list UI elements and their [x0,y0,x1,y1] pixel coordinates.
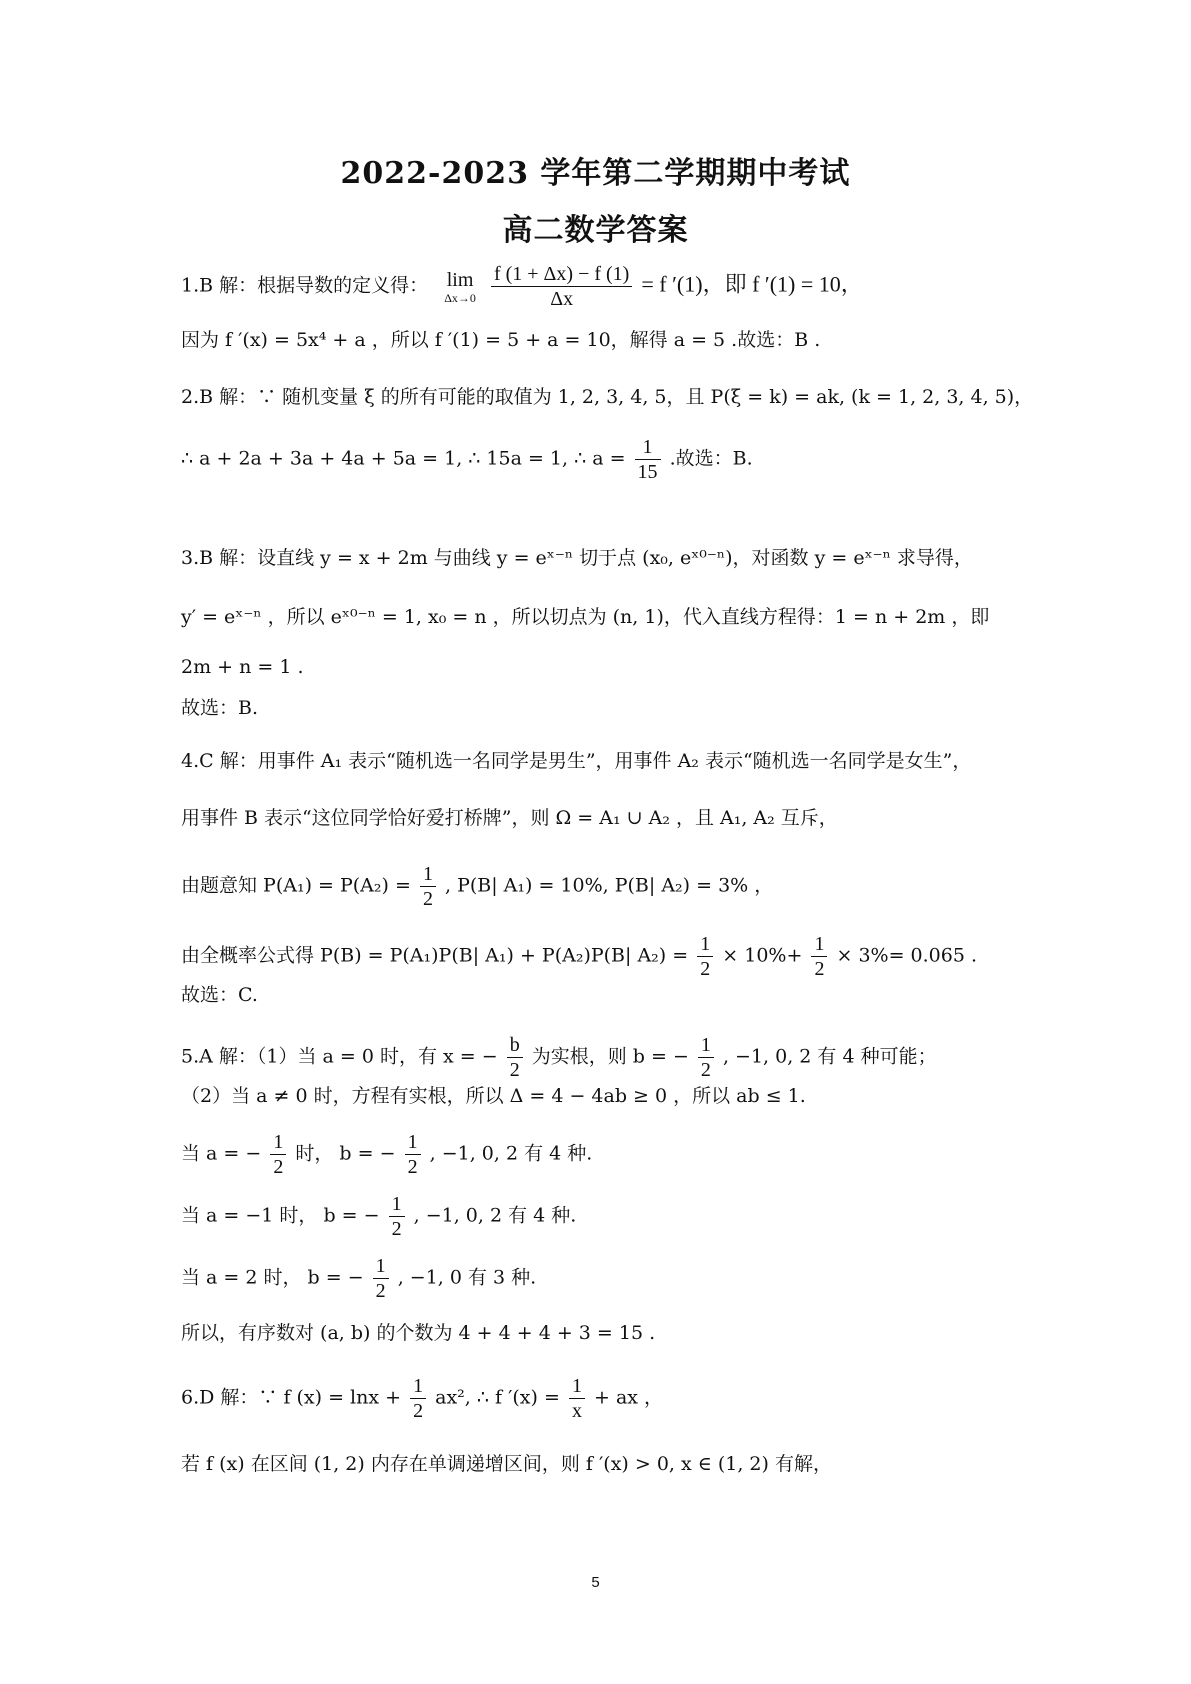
fraction-numerator: 1 [697,932,713,957]
answer-4-line-1-text: 4.C 解：用事件 A₁ 表示“随机选一名同学是男生”，用事件 A₂ 表示“随机选一名同学是女生”， [181,750,972,772]
answer-5-line-2-text: （2）当 a ≠ 0 时，方程有实根，所以 Δ = 4 − 4ab ≥ 0 ，所以 ab ≤ 1. [181,1085,806,1107]
answer-5-line-5-pre: 当 a = 2 时， b = − [181,1266,364,1289]
fraction-one-fifteenth [635,435,661,484]
fraction-one-half [698,1033,714,1082]
answer-5-line-4 [181,1192,1041,1241]
fraction-denominator: x [571,1400,582,1422]
answer-6-line-2-text: 若 f (x) 在区间 (1, 2) 内存在单调递增区间，则 f ′(x) > 0, x ∈ (1, 2) 有解， [181,1453,832,1475]
answer-2-line-1-text: 2.B 解：∵ 随机变量 ξ 的所有可能的取值为 1, 2, 3, 4, 5，且 P(ξ = k) = ak, (k = 1, 2, 3, 4, 5)， [181,386,1034,408]
page-number: 5 [591,1574,600,1591]
fraction-denominator: 2 [509,1059,520,1081]
fraction-numerator: 1 [635,435,661,460]
fraction-numerator: 1 [410,1374,426,1399]
answer-4-line-4-pre: 由全概率公式得 P(B) = P(A₁)P(B| A₁) + P(A₂)P(B| A₂) = [181,944,689,967]
fraction-one-over-x [569,1374,585,1423]
fraction-denominator: Δx [550,288,574,310]
fraction-b-half [507,1033,523,1082]
fraction-denominator: 2 [407,1156,418,1178]
answer-3-line-1-text: 3.B 解：设直线 y = x + 2m 与曲线 y = eˣ⁻ⁿ 切于点 (x₀, eˣ⁰⁻ⁿ)，对函数 y = eˣ⁻ⁿ 求导得， [181,547,973,569]
answer-4-line-1 [181,746,1041,776]
answer-5-line-4-post: , −1, 0, 2 有 4 种. [413,1204,577,1227]
fraction-one-half [697,932,713,981]
answer-2-line-2-post: .故选：B. [669,447,753,470]
answer-6-line-2 [181,1449,1041,1479]
answer-4-line-4-post: × 3%= 0.065 . [836,944,978,967]
fraction-one-half [410,1374,426,1423]
limit-expression [444,269,476,305]
answer-4-line-5 [181,980,1041,1010]
answer-4-line-2-text: 用事件 B 表示“这位同学恰好爱打桥牌”，则 Ω = A₁ ∪ A₂ ，且 A₁, A₂ 互斥， [181,807,838,829]
answer-3-line-4-text: 故选：B. [181,697,259,719]
answer-6-line-1 [181,1374,1041,1423]
answer-4-line-3 [181,862,1041,911]
answer-5-line-5-post: , −1, 0 有 3 种. [397,1266,537,1289]
answer-2-line-2-pre: ∴ a + 2a + 3a + 4a + 5a = 1, ∴ 15a = 1, ∴ a = [181,447,626,470]
answer-2-line-2 [181,435,1041,484]
fraction-numerator: 1 [405,1130,421,1155]
answer-4-line-2 [181,803,1041,833]
fraction-numerator: 1 [811,932,827,957]
answer-6-line-1-mid: ax², ∴ f ′(x) = [435,1386,560,1409]
page-title: 2022-2023 学年第二学期期中考试 [340,156,851,191]
fraction-numerator: 1 [373,1254,389,1279]
answer-4-line-3-pre: 由题意知 P(A₁) = P(A₂) = [181,874,411,897]
fraction-numerator: f (1 + Δx) − f (1) [491,262,632,287]
answer-6-line-1-post: + ax ， [594,1386,664,1409]
answer-3-line-2 [181,602,1041,632]
fraction-denominator: 2 [391,1218,402,1240]
fraction-one-half [373,1254,389,1303]
answer-5-line-1 [181,1033,1041,1082]
answer-5-line-6 [181,1318,1041,1348]
answer-5-line-1-mid: 为实根，则 b = − [531,1045,689,1068]
answer-1-line-2 [181,325,1041,355]
fraction-one-half [811,932,827,981]
fraction-one-half [389,1192,405,1241]
fraction-numerator: 1 [698,1033,714,1058]
answer-5-line-3-mid: 时， b = − [295,1142,396,1165]
page-subtitle: 高二数学答案 [502,213,689,248]
fraction-one-half [270,1130,286,1179]
fraction-one-half [405,1130,421,1179]
answer-4-line-5-text: 故选：C. [181,984,258,1006]
answer-5-line-4-pre: 当 a = −1 时， b = − [181,1204,380,1227]
limit-word: lim [446,268,474,291]
fraction-numerator: 1 [569,1374,585,1399]
fraction-denominator: 2 [413,1400,424,1422]
fraction-denominator: 2 [700,958,711,980]
answer-3-line-4 [181,693,1041,723]
answer-6-line-1-pre: 6.D 解：∵ f (x) = lnx + [181,1386,402,1409]
fraction-denominator: 2 [814,958,825,980]
answer-5-line-3-pre: 当 a = − [181,1142,262,1165]
difference-quotient [491,262,632,311]
fraction-numerator: b [507,1033,523,1058]
fraction-denominator: 2 [422,888,433,910]
answer-5-line-5 [181,1254,1041,1303]
answer-1-label: 1.B 解：根据导数的定义得： [181,274,429,297]
answer-3-line-2-text: y′ = eˣ⁻ⁿ ，所以 eˣ⁰⁻ⁿ = 1, x₀ = n ，所以切点为 (n, 1)，代入直线方程得：1 = n + 2m ，即 [181,606,990,628]
answer-5-line-1-pre: 5.A 解：（1）当 a = 0 时，有 x = − [181,1045,498,1068]
fraction-denominator: 15 [637,461,658,483]
answer-3-line-3 [181,652,1041,682]
answer-5-line-3-post: , −1, 0, 2 有 4 种. [429,1142,593,1165]
fraction-denominator: 2 [273,1156,284,1178]
fraction-numerator: 1 [420,862,436,887]
fraction-numerator: 1 [270,1130,286,1155]
fraction-denominator: 2 [700,1059,711,1081]
answer-5-line-6-text: 所以，有序数对 (a, b) 的个数为 4 + 4 + 4 + 3 = 15 . [181,1322,656,1344]
fraction-numerator: 1 [389,1192,405,1217]
answer-5-line-2 [181,1081,1041,1111]
fraction-denominator: 2 [375,1280,386,1302]
answer-3-line-3-text: 2m + n = 1 . [181,656,304,678]
fraction-one-half [420,862,436,911]
answer-4-line-4-mid: × 10%+ [722,944,803,967]
answer-4-line-3-post: , P(B| A₁) = 10%, P(B| A₂) = 3% ， [445,874,774,897]
limit-subscript: Δx→0 [444,290,476,305]
answer-5-line-1-post: , −1, 0, 2 有 4 种可能； [722,1045,937,1068]
answer-2-line-1 [181,382,1041,412]
answer-1-line-2-text: 因为 f ′(x) = 5x⁴ + a ，所以 f ′(1) = 5 + a = 10，解得 a = 5 .故选：B . [181,329,821,351]
answer-4-line-4 [181,932,1041,981]
answer-5-line-3 [181,1130,1041,1179]
answer-1-line-1 [181,262,1041,311]
answer-1-line-1-tail: = f ′(1)，即 f ′(1) = 10， [641,271,863,297]
answer-3-line-1 [181,543,1041,573]
